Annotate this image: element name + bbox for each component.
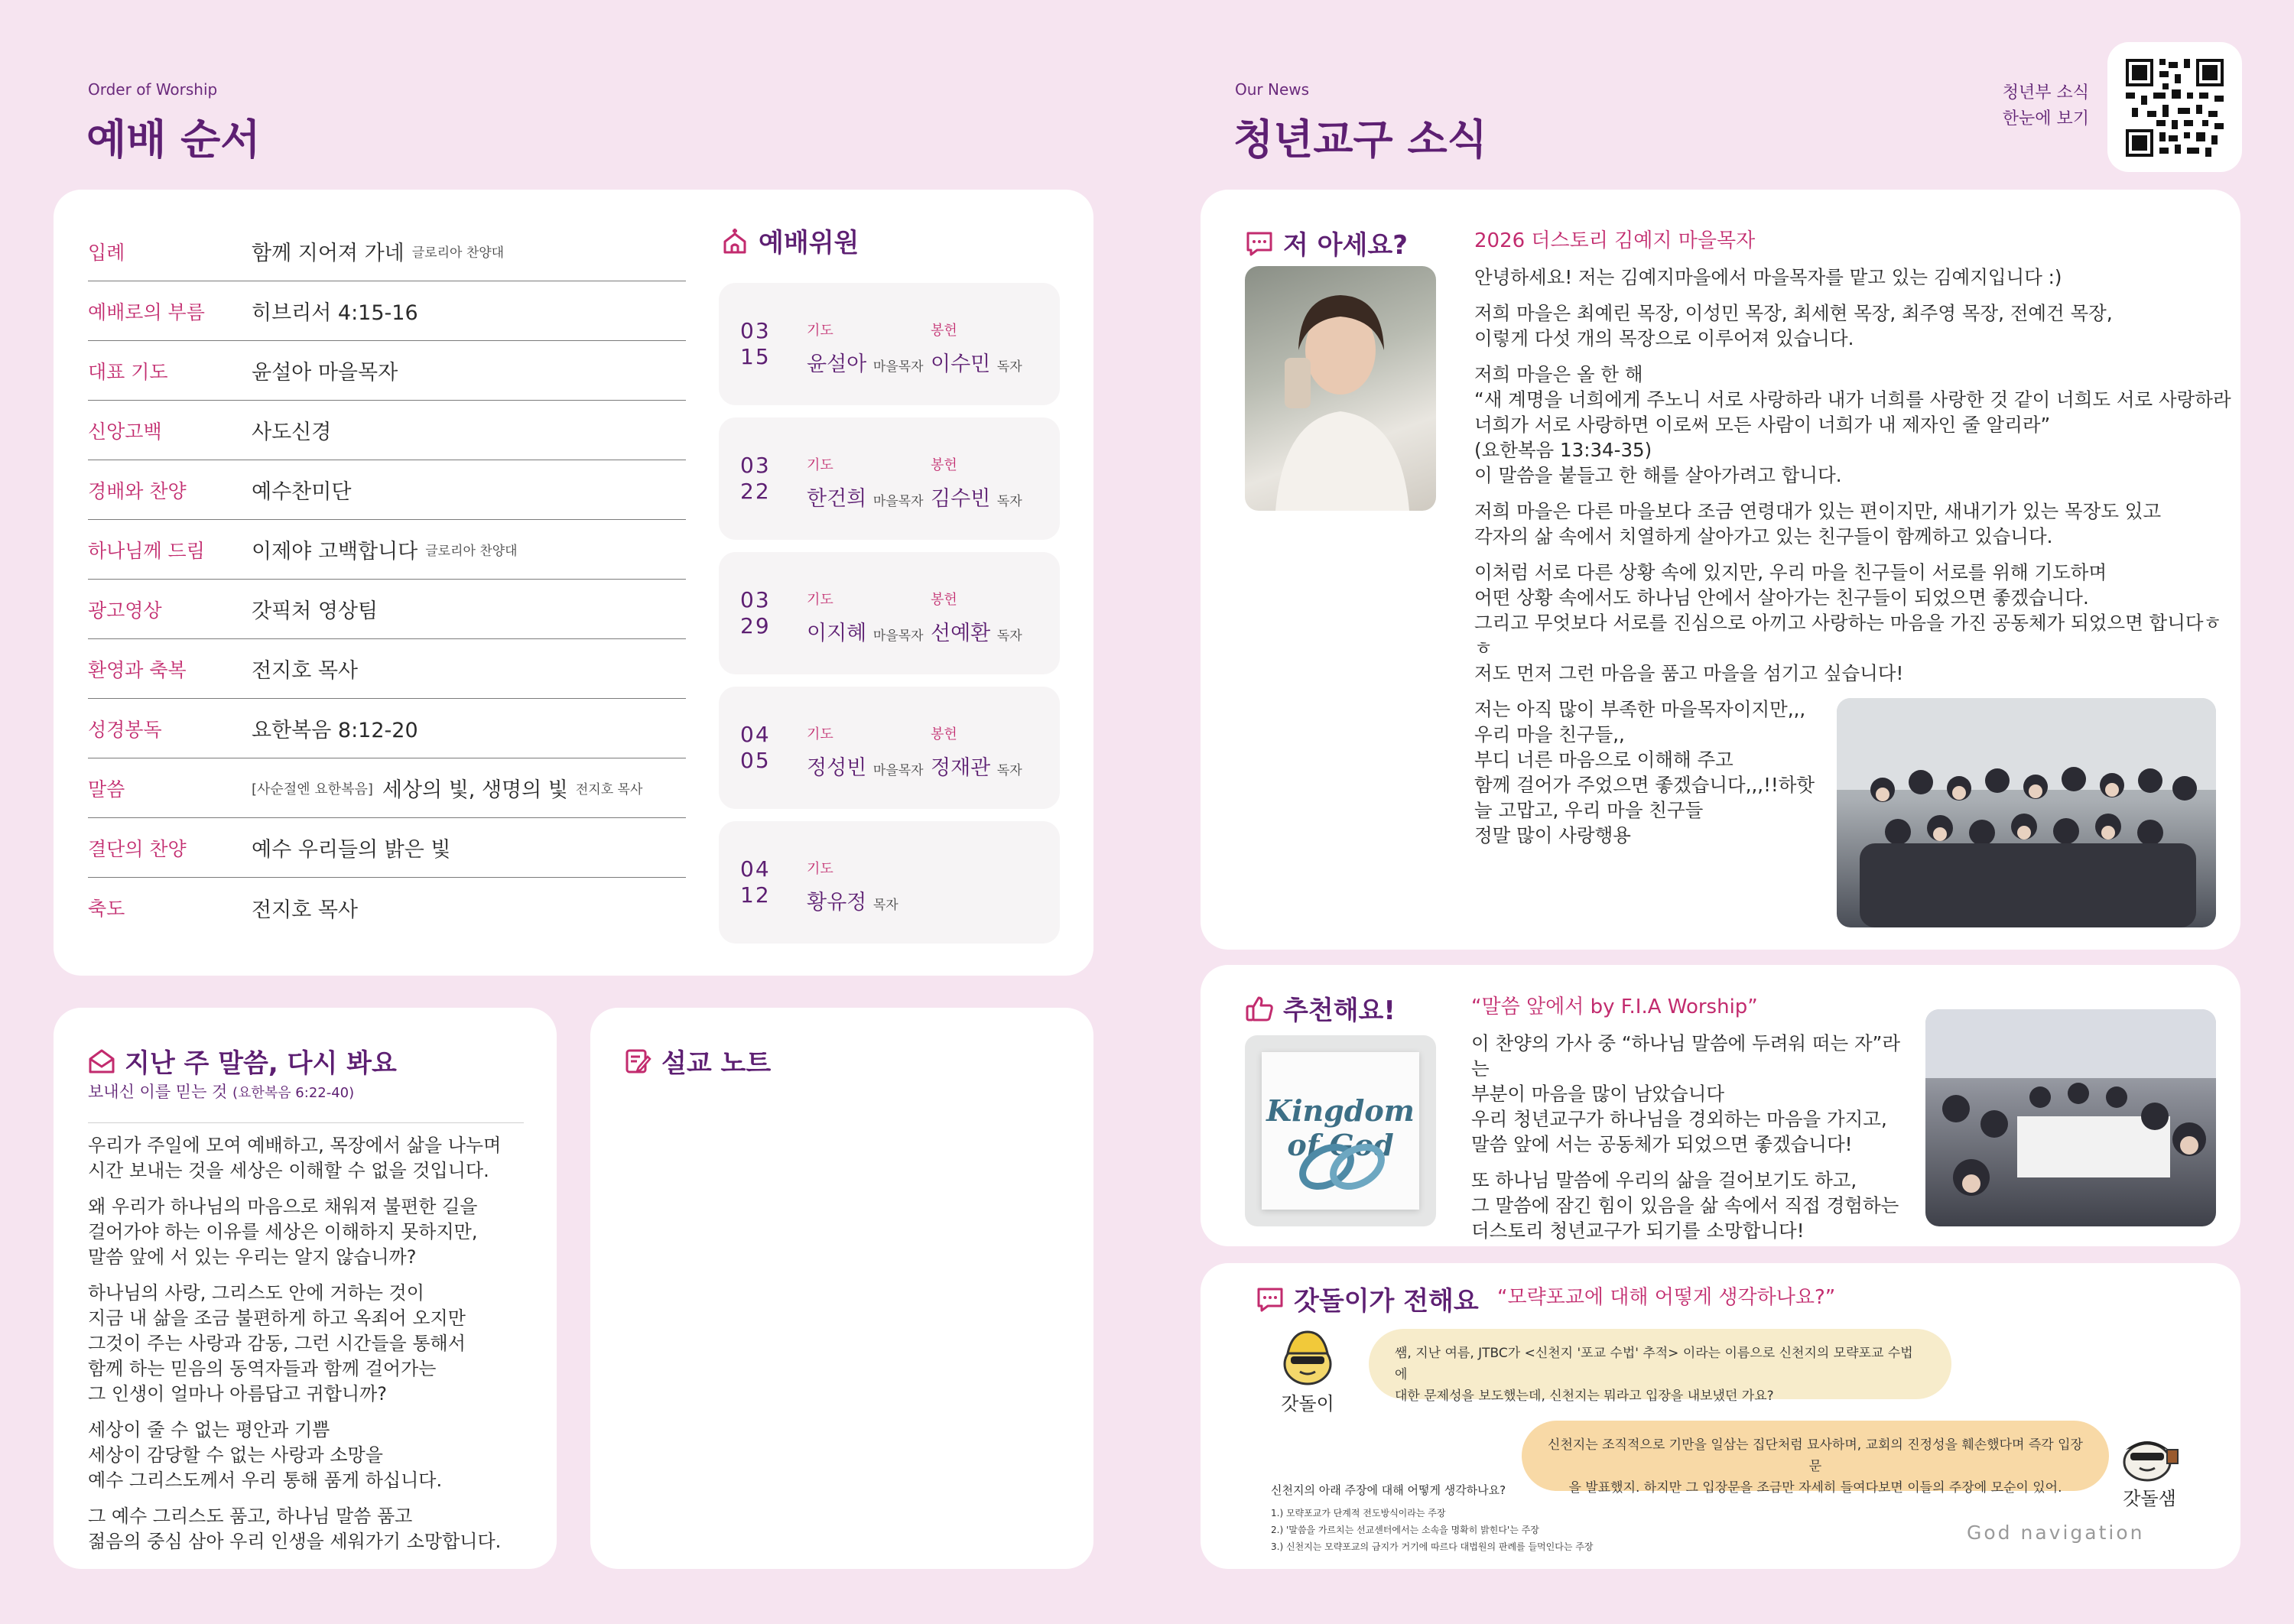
last-week-title: 지난 주 말씀, 다시 봐요 [88,1042,397,1080]
order-value: 사도신경 [252,421,332,444]
last-week-body [88,1133,547,1565]
order-value: 전지호 목사 [252,659,358,683]
envelope-icon [88,1048,115,1074]
order-row [88,401,686,460]
last-week-subtitle: 보내신 이를 믿는 것 (요한복음 6:22-40) [88,1083,355,1101]
paragraph: 저희 마을은 다른 마을보다 조금 연령대가 있는 편이지만, 새내기가 있는 목장도 있고 각자의 삶 속에서 치열하게 살아가고 있는 친구들이 함께하고 있습니다. [1474,500,2162,547]
order-row [88,520,686,580]
order-row [88,639,686,699]
recommend-body [1471,1031,1915,1254]
recommend-card [1201,965,2240,1246]
order-row [88,222,686,281]
paragraph: 우리가 주일에 모여 예배하고, 목장에서 삶을 나누며 시간 보내는 것을 세상은 이해할 수 없을 것입니다. [88,1135,502,1181]
claims-question: 신천지의 아래 주장에 대해 어떻게 생각하나요? [1271,1483,1506,1497]
paragraph: 또 하나님 말씀에 우리의 삶을 걸어보기도 하고, 그 말씀에 잠긴 힘이 있음을 삶 속에서 직접 경험하는 더스토리 청년교구가 되기를 소망합니다! [1471,1169,1899,1242]
order-label: 하나님께 드림 [88,539,205,562]
order-note: 글로리아 찬양대 [425,544,518,559]
order-prefix: [사순절엔 요한복음] [252,781,373,797]
order-label: 신앙고백 [88,420,162,443]
intro-card [1201,190,2240,950]
paragraph: 저희 마을은 최예린 목장, 이성민 목장, 최세현 목장, 최주영 목장, 전예건 목장, 이렇게 다섯 개의 목장으로 이루어져 있습니다. [1474,302,2113,349]
thumbs-up-icon [1245,995,1274,1022]
committee-entry [719,417,1060,540]
order-row [88,699,686,758]
pray-name: 한건희 마을목자 [807,487,924,511]
order-label: 환영과 축복 [88,658,187,681]
pencil-note-icon [625,1047,652,1075]
order-value: 전지호 목사 [252,898,358,922]
offer-name: 김수빈 독자 [931,487,1022,511]
role-offer: 봉헌 [931,323,957,339]
paragraph: 안녕하세요! 저는 김예지마을에서 마을목자를 맡고 있는 김예지입니다 :) [1474,266,2062,288]
order-value: 함께 지어져 가네 [252,242,405,265]
order-row [88,580,686,639]
qr-box[interactable] [2107,42,2242,172]
pray-name: 윤설아 마을목자 [807,352,924,376]
divider [88,1122,524,1123]
role-pray: 기도 [807,457,833,473]
gatdol-teacher-name: 갓돌샘 [2123,1488,2176,1509]
order-note: 글로리아 찬양대 [411,245,505,261]
offer-name: 이수민 독자 [931,352,1022,376]
order-label: 축도 [88,898,125,920]
paragraph: 저희 마을은 올 한 해 “새 계명을 너희에게 주노니 서로 사랑하라 내가 너희를 사랑한 것 같이 너희도 서로 사랑하라 너희가 서로 사랑하면 이로써 모든 사람이 너희가 내 제자인 줄 알리라” (요한복음 13:34-35) 이 말씀을 붙들고 한 해를 살아가려고 합니다. [1474,363,2231,486]
order-value: 예수 우리들의 밝은 빛 [252,838,451,862]
order-value: 세상의 빛, 생명의 빛 [382,778,568,802]
order-row [88,758,686,818]
offer-name: 정재관 독자 [931,756,1022,780]
gatdol-question: “모략포교에 대해 어떻게 생각하나요?” [1497,1286,1836,1309]
paragraph: 이처럼 서로 다른 상황 속에 있지만, 우리 마을 친구들이 서로를 위해 기도하며 어떤 상황 속에서도 하나님 안에서 살아가는 친구들이 되었으면 좋겠습니다. 그리고 무엇보다 서로를 진심으로 아끼고 사랑하는 마음을 가진 공동체가 되었으면 합니다ㅎㅎ 저도 먼저 그런 마음을 품고 마을을 섬기고 싶습니다! [1474,561,2222,684]
intro-title: 저 아세요? [1245,224,1408,261]
speech-bubble-2: 신천지는 조직적으로 기만을 일삼는 집단처럼 묘사하며, 교회의 진정성을 훼손했다며 즉각 입장문 을 발표했지. 하지만 그 입장문을 조금만 자세히 들여다보면 이들의 주장에 모순이 있어. [1522,1421,2109,1491]
album-title: Kingdom of God [1266,1093,1415,1162]
album-cover [1245,1035,1436,1226]
role-offer: 봉헌 [931,726,957,742]
intro-subtitle: 2026 더스토리 김예지 마을목자 [1474,229,1756,252]
order-label: 대표 기도 [88,360,168,383]
claims-list: 1.) 모략포교가 단계적 전도방식이라는 주장 2.) '말씀을 가르치는 선교센터에서는 소속을 명확히 밝힌다'는 주장 3.) 신천지는 모략포교의 금지가 거기에 따르다 대법원의 판례를 들먹인다는 주장 [1271,1508,1594,1552]
gatdol-card [1201,1263,2240,1569]
order-value: 갓픽처 영상팀 [252,599,379,623]
order-label: 성경봉독 [88,718,162,741]
order-label: 경배와 찬양 [88,479,187,502]
worship-card [54,190,1093,976]
committee-date: 04 12 [740,856,771,908]
role-pray: 기도 [807,592,833,608]
church-icon [720,226,749,255]
order-label: 광고영상 [88,599,162,622]
group-photo [1837,698,2216,927]
profile-photo [1245,266,1436,511]
pray-name: 정성빈 마을목자 [807,756,924,780]
gatdol-name: 갓돌이 [1281,1393,1334,1415]
order-label: 입례 [88,241,125,264]
committee-title-text: 예배위원 [759,228,859,258]
order-row [88,281,686,341]
last-week-card [54,1008,557,1569]
order-row [88,460,686,520]
order-row [88,818,686,878]
closing-paragraph: 저는 아직 많이 부족한 마을목자이지만,,, 우리 마을 친구들,, 부디 너른 마음으로 이해해 주고 함께 걸어가 주었으면 좋겠습니다,,,!!하핫 늘 고맙고, 우리 마을 친구들 정말 많이 사랑행용 [1474,698,1815,846]
order-value: 요한복음 8:12-20 [252,719,418,742]
order-value: 예수찬미단 [252,480,352,504]
offer-name: 선예환 독자 [931,622,1022,645]
paragraph: 이 찬양의 가사 중 “하나님 말씀에 두려워 떠는 자”라는 부분이 마음을 많이 남았습니다 우리 청년교구가 하나님을 경외하는 마음을 가지고, 말씀 앞에 서는 공동체가 되었으면 좋겠습니다! [1471,1032,1901,1155]
news-kicker: Our News [1235,80,1310,99]
committee-title [720,222,859,259]
committee-entry [719,552,1060,674]
paragraph: 하나님의 사랑, 그리스도 안에 거하는 것이 지금 내 삶을 조금 불편하게 하고 옥죄어 오지만 그것이 주는 사랑과 감동, 그런 시간들을 통해서 함께 하는 믿음의 동역자들과 함께 걸어가는 그 인생이 얼마나 아름답고 귀합니까? [88,1282,466,1405]
paragraph: 왜 우리가 하나님의 마음으로 채워져 불편한 길을 걸어가야 하는 이유를 세상은 이해하지 못하지만, 말씀 앞에 서 있는 우리는 알지 않습니까? [88,1196,478,1268]
order-row [88,878,686,937]
committee-date: 03 29 [740,587,771,638]
order-row [88,341,686,401]
chain-link-icon [1292,1136,1392,1197]
committee-entry [719,283,1060,405]
god-navigation-logo: God navigation [1967,1522,2145,1544]
event-photo [1925,1009,2216,1226]
worship-title: 예배 순서 [86,115,261,164]
committee-date: 03 22 [740,453,771,504]
pray-name: 황유정 목자 [807,891,898,914]
role-pray: 기도 [807,726,833,742]
role-offer: 봉헌 [931,457,957,473]
order-label: 결단의 찬양 [88,837,187,860]
pray-name: 이지혜 마을목자 [807,622,924,645]
sermon-note-title: 설교 노트 [625,1042,771,1080]
recommend-title: 추천해요! [1245,989,1396,1027]
worship-kicker: Order of Worship [88,80,218,99]
gatdol-teacher-icon [2117,1424,2181,1485]
order-value: 히브리서 4:15-16 [252,301,418,325]
order-value: 윤설아 마을목자 [252,361,398,385]
qr-caption: 청년부 소식 한눈에 보기 [2002,83,2089,128]
recommend-subtitle: “말씀 앞에서 by F.I.A Worship” [1471,996,1758,1018]
qr-code-icon[interactable] [2126,59,2224,157]
committee-date: 03 15 [740,318,771,369]
role-pray: 기도 [807,861,833,877]
news-title: 청년교구 소식 [1233,115,1487,164]
chat-bubble-icon [1256,1285,1285,1313]
committee-entry [719,687,1060,809]
paragraph: 세상이 줄 수 없는 평안과 기쁨 세상이 감당할 수 없는 사랑과 소망을 예수 그리스도께서 우리 통해 품게 하십니다. [88,1419,443,1491]
chat-bubble-icon [1245,229,1274,257]
gatdol-title: 갓돌이가 전해요 [1256,1280,1479,1317]
order-value: 이제야 고백합니다 [252,540,418,564]
sermon-note-card [590,1008,1093,1569]
speech-bubble-1: 쌤, 지난 여름, JTBC가 <신천지 '포교 수법' 추적> 이라는 이름으로 신천지의 모략포교 수법에 대한 문제성을 보도했는데, 신천지는 뭐라고 입장을 내보냈던 가요? [1369,1329,1951,1399]
committee-entry [719,821,1060,944]
order-list [88,222,686,948]
role-pray: 기도 [807,323,833,339]
gatdol-character-icon [1277,1326,1338,1387]
committee-date: 04 05 [740,722,771,773]
paragraph: 그 예수 그리스도 품고, 하나님 말씀 품고 젊음의 중심 삼아 우리 인생을 세워가기 소망합니다. [88,1505,502,1552]
order-label: 말씀 [88,778,125,801]
order-note: 전지호 목사 [575,782,643,797]
role-offer: 봉헌 [931,592,957,608]
order-label: 예배로의 부름 [88,300,205,323]
